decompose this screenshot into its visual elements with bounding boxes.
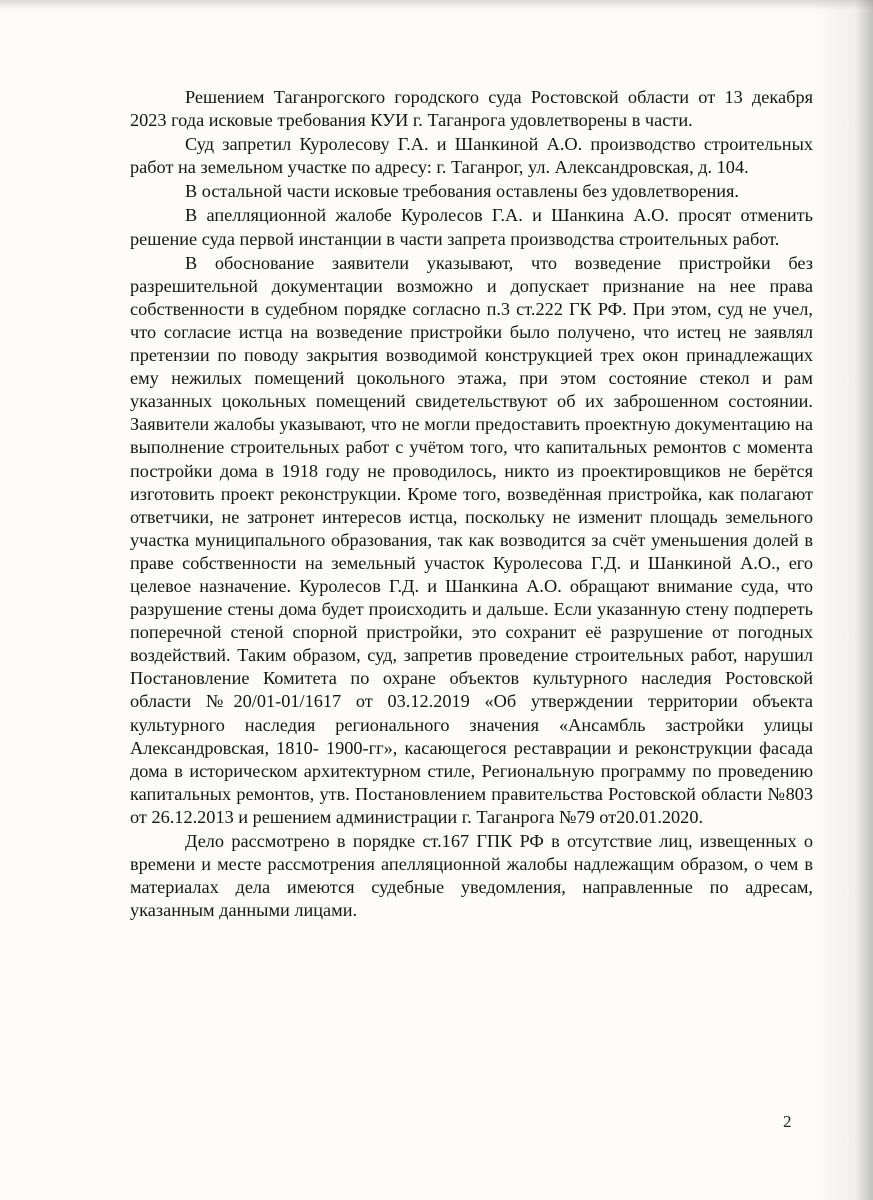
paragraph-decision: Решением Таганрогского городского суда Ростовской области от 13 декабря 2023 года исковые требования КУИ г. Таганрога удовлетворены в части.: [130, 87, 813, 131]
paragraph-rest-denied: В остальной части исковые требования оставлены без удовлетворения.: [185, 181, 739, 202]
paragraph-appeal-request: В апелляционной жалобе Куролесов Г.А. и Шанкина А.О. просят отменить решение суда первой инстанции в части запрета производства строительных работ.: [130, 205, 813, 249]
scan-top-edge: [0, 0, 873, 10]
page-number: 2: [783, 1112, 792, 1131]
paragraph-prohibition: Суд запретил Куролесову Г.А. и Шанкиной А.О. производство строительных работ на земельном участке по адресу: г. Таганрог, ул. Александровская, д. 104.: [130, 134, 813, 178]
scan-right-edge-shadow: [813, 0, 873, 1200]
paragraph-appeal-grounds: В обоснование заявители указывают, что возведение пристройки без разрешительной документации возможно и допускает признание на нее права собственности в судебном порядке согласно п.3 ст.222 ГК РФ. При этом, суд не учел, что согласие истца на возведение пристройки было получено, что истец не заявлял претензии по поводу закрытия возводимой конструкцией трех окон принадлежащих ему нежилых помещений цокольного этажа, при этом состояние стекол и рам указанных цокольных помещений свидетельствуют об их заброшенном состоянии. Заявители жалобы указывают, что не могли предоставить проектную документацию на выполнение строительных работ с учётом того, что капитальных ремонтов с момента постройки дома в 1918 году не проводилось, никто из проектировщиков не берётся изготовить проект реконструкции. Кроме того, возведённая пристройка, как полагают ответчики, не затронет интересов истца, поскольку не изменит площадь земельного участка муниципального образования, так как возводится за счёт уменьшения долей в праве собственности на земельный участок Куролесова Г.Д. и Шанкиной А.О., его целевое назначение. Куролесов Г.Д. и Шанкина А.О. обращают внимание суда, что разрушение стены дома будет происходить и дальше. Если указанную стену подпереть поперечной стеной спорной пристройки, это сохранит её разрушение от погодных воздействий. Таким образом, суд, запретив проведение строительных работ, нарушил Постановление Комитета по охране объектов культурного наследия Ростовской области №20/01-01/1617 от 03.12.2019 «Об утверждении территории объекта культурного наследия регионального значения «Ансамбль застройки улицы Александровская, 1810- 1900-гг», касающегося реставрации и реконструкции фасада дома в историческом архитектурном стиле, Региональную программу по проведению капитальных ремонтов, утв. Постановлением правительства Ростовской области №803 от 26.12.2013 и решением администрации г. Таганрога №79 от20.01.2020.: [130, 252, 813, 827]
paragraph-case-review: Дело рассмотрено в порядке ст.167 ГПК РФ в отсутствие лиц, извещенных о времени и месте рассмотрения апелляционной жалобы надлежащим образом, о чем в материалах дела имеются судебные уведомления, направленные по адресам, указанным данными лицами.: [130, 831, 813, 921]
document-body: [130, 86, 813, 923]
